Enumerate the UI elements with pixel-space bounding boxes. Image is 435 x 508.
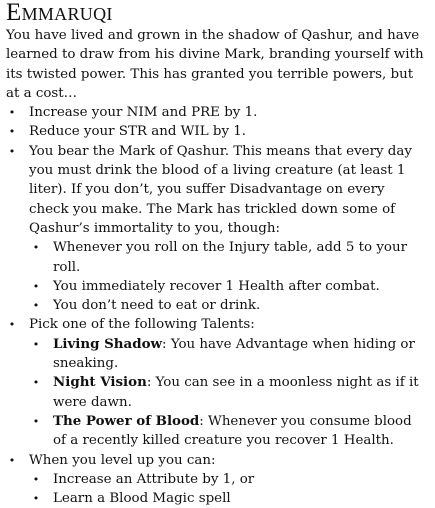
bullet-icon: • bbox=[32, 472, 40, 486]
list-item-text: You bear the Mark of Qashur. This means that every day you must drink the blood of a living creature (at least 1 liter). If you don’t, you suffer Disadvantage on every check you make. The Mark has trickled down some of Qashur’s immortality to you, though: bbox=[29, 143, 412, 236]
sub-item-attribute bbox=[29, 470, 425, 489]
talent-night-vision bbox=[29, 373, 425, 412]
sub-item-text: You don’t need to eat or drink. bbox=[53, 298, 261, 314]
list-item-nim-pre bbox=[6, 103, 425, 122]
bullet-icon: • bbox=[32, 376, 40, 390]
sub-item-injury bbox=[29, 238, 425, 277]
feature-list bbox=[6, 103, 425, 508]
level-up-list bbox=[29, 470, 425, 508]
bullet-icon: • bbox=[32, 279, 40, 293]
sub-item-text: You immediately recover 1 Health after combat. bbox=[53, 278, 380, 294]
sub-item-blood-magic bbox=[29, 489, 425, 508]
bullet-icon: • bbox=[8, 125, 16, 139]
bullet-icon: • bbox=[8, 106, 16, 120]
bullet-icon: • bbox=[8, 453, 16, 467]
bullet-icon: • bbox=[8, 318, 16, 332]
talents-list bbox=[29, 335, 425, 451]
bullet-icon: • bbox=[32, 414, 40, 428]
talent-name: Living Shadow bbox=[53, 335, 163, 352]
bullet-icon: • bbox=[32, 337, 40, 351]
sub-item-text: Whenever you roll on the Injury table, add 5 to your roll. bbox=[53, 240, 408, 275]
list-item-str-wil bbox=[6, 122, 425, 141]
mark-benefits-list bbox=[29, 238, 425, 315]
talent-text: : Whenever you consume blood of a recently killed creature you recover 1 Health. bbox=[53, 413, 412, 449]
talent-text: : You have Advantage when hiding or sneaking. bbox=[53, 336, 415, 372]
bullet-icon: • bbox=[8, 144, 16, 158]
list-item-text: Reduce your STR and WIL by 1. bbox=[29, 124, 247, 140]
list-item-text: When you level up you can: bbox=[29, 452, 216, 468]
list-item-mark-of-qashur bbox=[6, 142, 425, 316]
list-item-text: Pick one of the following Talents: bbox=[29, 317, 255, 333]
sub-item-recover bbox=[29, 277, 425, 296]
sub-item-text: Increase an Attribute by 1, or bbox=[53, 471, 255, 487]
bullet-icon: • bbox=[32, 299, 40, 313]
talent-text: : You can see in a moonless night as if it were dawn. bbox=[53, 375, 419, 410]
page-title: Emmaruqi bbox=[6, 0, 113, 26]
sub-item-eat-drink bbox=[29, 296, 425, 315]
list-item-text: Increase your NIM and PRE by 1. bbox=[29, 105, 258, 121]
bullet-icon: • bbox=[32, 492, 40, 506]
talent-name: Night Vision bbox=[53, 374, 147, 391]
talent-power-of-blood bbox=[29, 412, 425, 451]
sub-item-text: Learn a Blood Magic spell bbox=[53, 491, 231, 507]
talent-living-shadow bbox=[29, 335, 425, 374]
talent-name: The Power of Blood bbox=[53, 412, 200, 429]
list-item-level-up bbox=[6, 451, 425, 508]
bullet-icon: • bbox=[32, 241, 40, 255]
list-item-talents bbox=[6, 315, 425, 450]
intro-paragraph: You have lived and grown in the shadow of Qashur, and have learned to draw from his divine Mark, branding yourself with its twisted power. This has granted you terrible powers, but at a cost… bbox=[6, 28, 424, 101]
